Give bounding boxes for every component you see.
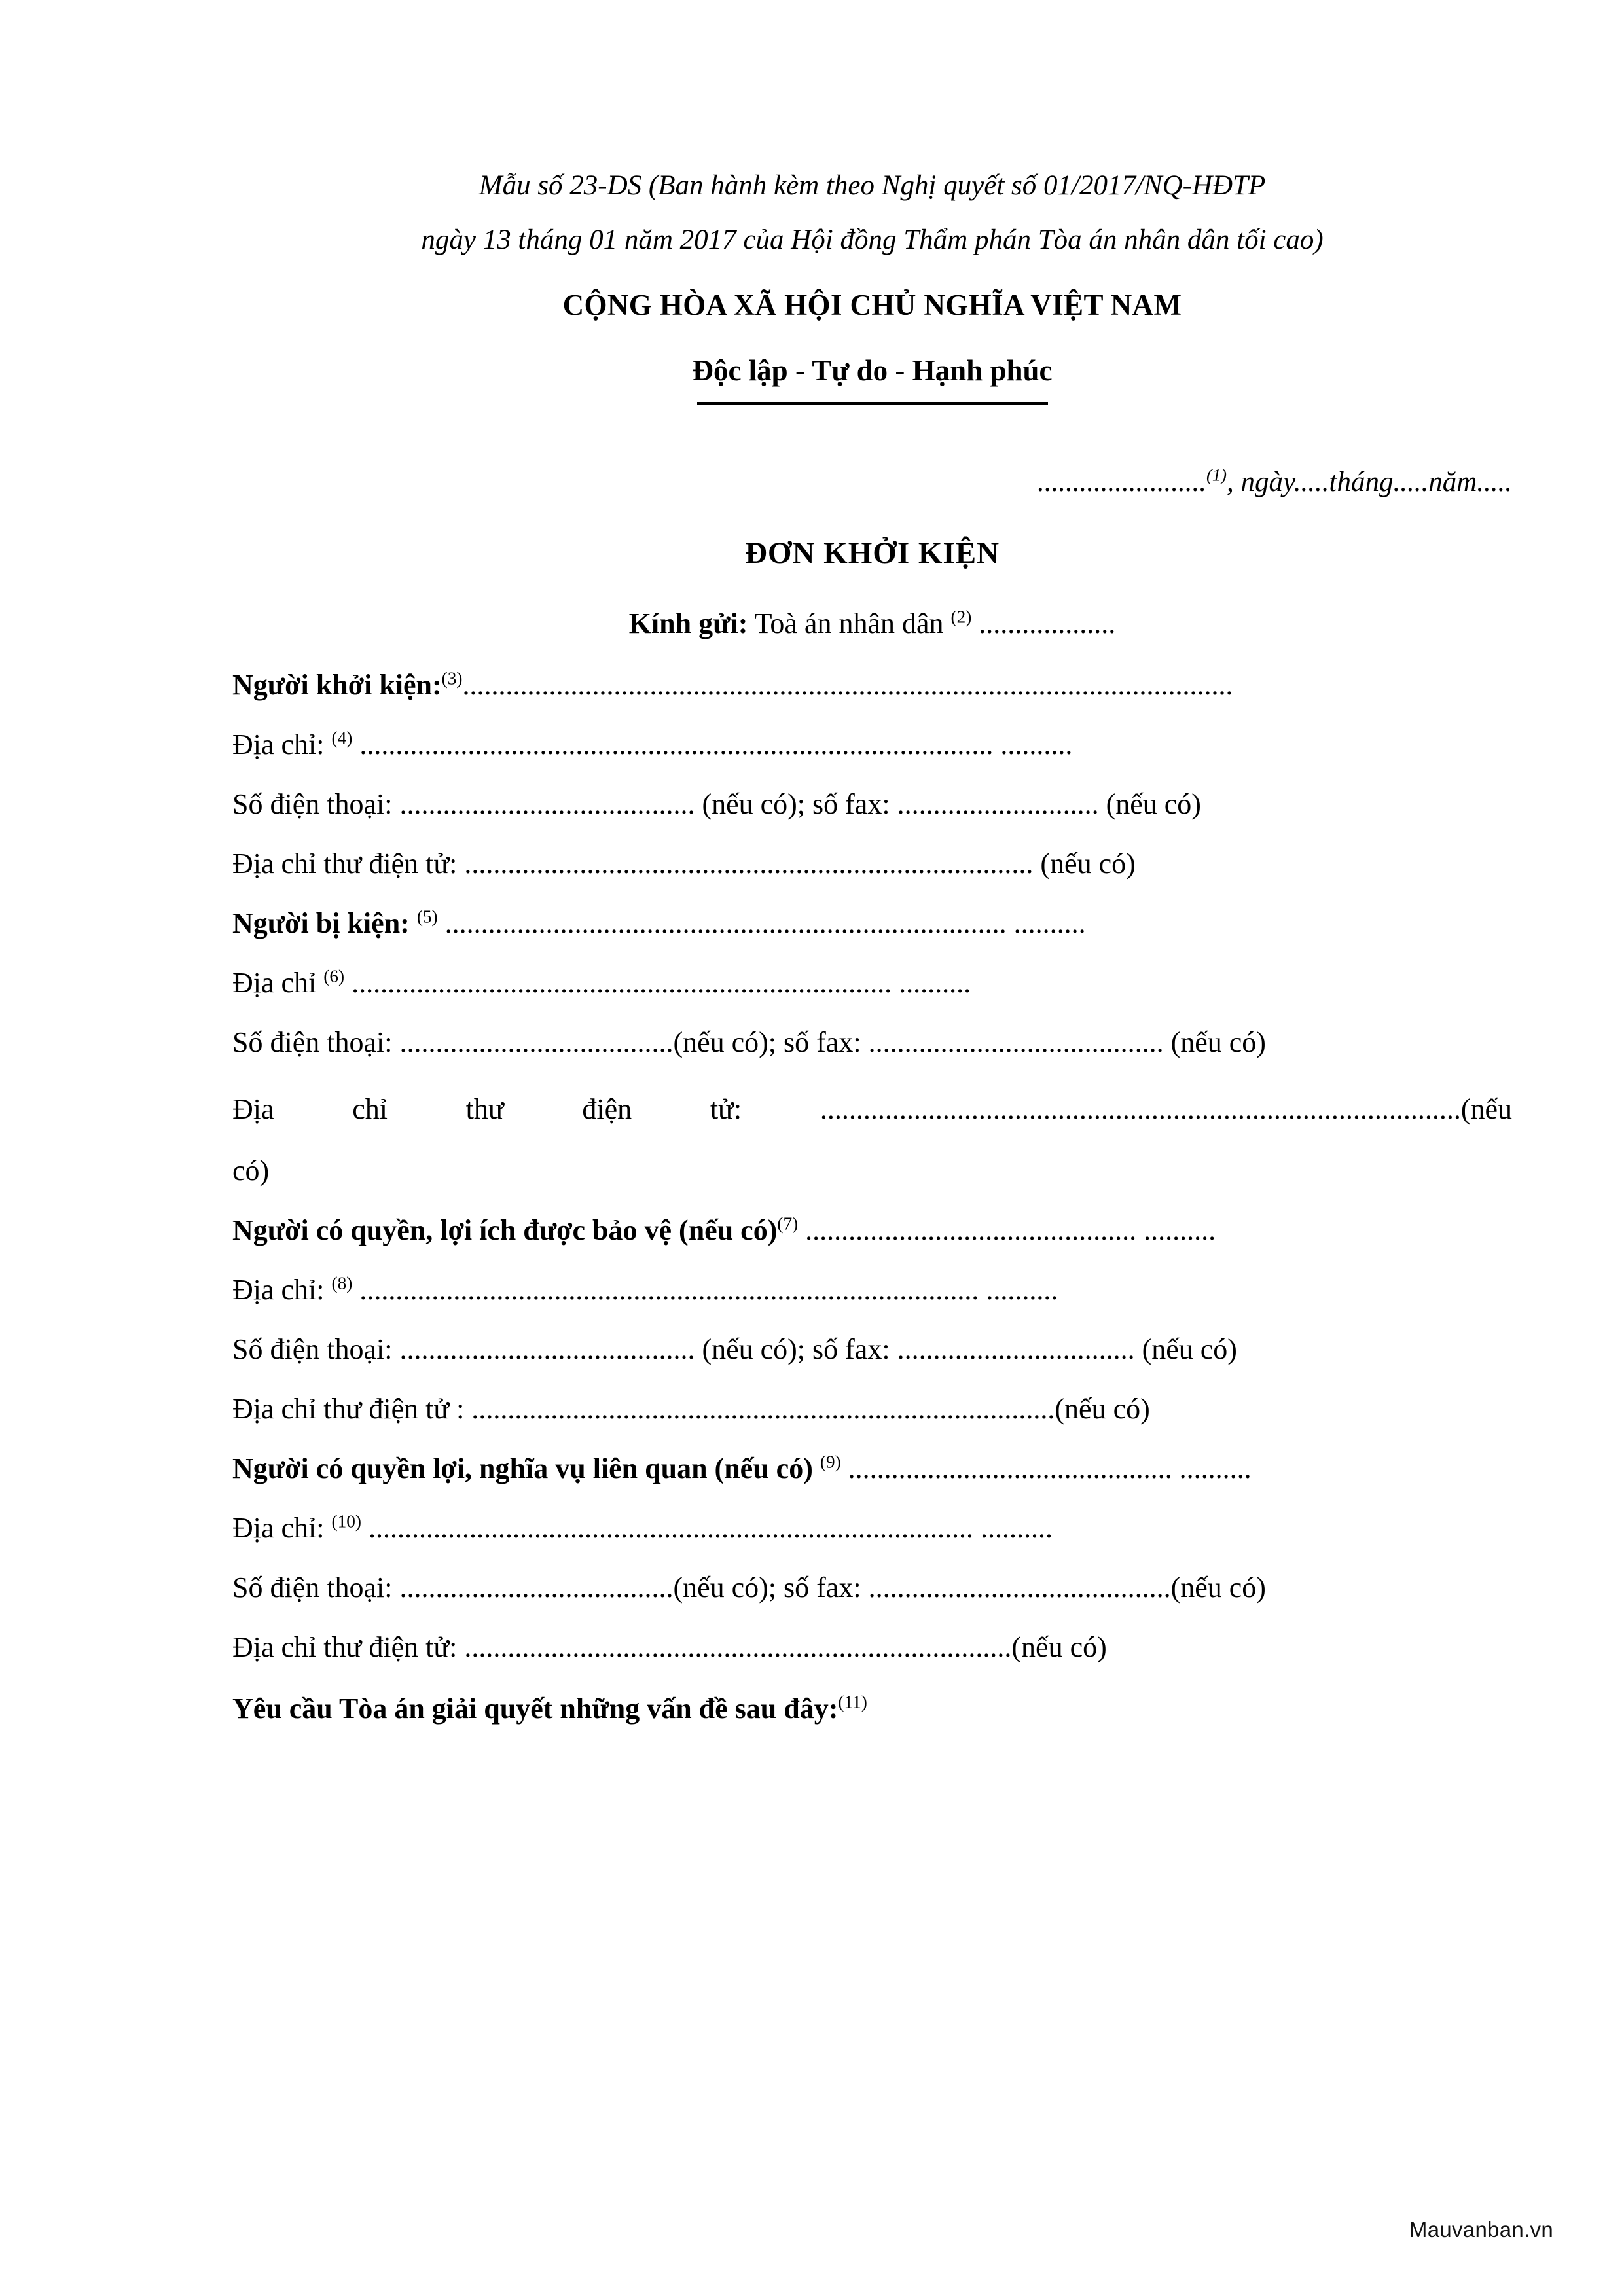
field-defendant-phone-dots: ...................................... [399, 1026, 674, 1058]
field-protected-fax-dots: ................................. [897, 1333, 1135, 1365]
field-related-person[interactable] [232, 1454, 1512, 1483]
field-related-fax-dots: .......................................... [868, 1571, 1171, 1604]
field-related-phone-dots: ...................................... [399, 1571, 674, 1604]
field-protected-address-dots: ...................................................................................... [359, 1273, 979, 1306]
field-plaintiff-email-dots: ............................................................................... [464, 848, 1034, 880]
field-protected-person-dots: .............................................. [805, 1213, 1137, 1246]
field-related-person-dots: ............................................. [848, 1452, 1172, 1484]
field-protected-email[interactable] [232, 1392, 1512, 1425]
footnote-marker-2: (2) [950, 607, 972, 627]
field-defendant-trailing-dots: .......... [1013, 907, 1086, 939]
document-content [232, 0, 1512, 1723]
field-defendant-dots: .............................................................................. [444, 907, 1007, 939]
field-defendant-email[interactable] [232, 1088, 1512, 1132]
field-related-person-trailing-dots: .......... [1179, 1452, 1252, 1484]
field-related-phone[interactable] [232, 1573, 1512, 1602]
field-plaintiff[interactable] [232, 668, 1512, 701]
field-defendant-email-note-part1: (nếu [1460, 1093, 1513, 1125]
recipient-dots: ................... [979, 607, 1116, 639]
footnote-marker-7: (7) [777, 1213, 799, 1234]
field-protected-fax-note: (nếu có) [1142, 1333, 1237, 1365]
field-related-email[interactable] [232, 1630, 1512, 1663]
field-plaintiff-phone[interactable] [232, 790, 1512, 819]
field-plaintiff-email-label: Địa chỉ thư điện tử: [232, 848, 458, 880]
field-related-address-trailing-dots: .......... [980, 1511, 1053, 1544]
field-protected-person-label: Người có quyền, lợi ích được bảo vệ (nếu có) [232, 1213, 778, 1246]
field-defendant-address-dots: ........................................................................... [352, 967, 892, 999]
footnote-marker-4: (4) [331, 728, 353, 748]
footnote-marker-6: (6) [323, 966, 345, 986]
field-plaintiff-phone-note: (nếu có); số fax: [702, 788, 890, 820]
field-related-email-note: (nếu có) [1011, 1630, 1107, 1663]
field-defendant-email-dots: ......................................................................................... [820, 1093, 1461, 1125]
field-protected-email-dots: ................................................................................. [471, 1392, 1055, 1425]
field-defendant-address[interactable] [232, 966, 1512, 999]
field-request-label: Yêu cầu Tòa án giải quyết những vấn đề sau đây: [232, 1692, 839, 1725]
date-text: , ngày.....tháng.....năm..... [1227, 467, 1512, 497]
field-protected-address-trailing-dots: .......... [986, 1273, 1058, 1306]
field-defendant-phone[interactable] [232, 1028, 1512, 1057]
place-dots: ........................ [1037, 467, 1206, 497]
field-related-address-dots: .................................................................................... [368, 1511, 973, 1544]
field-protected-phone-note: (nếu có); số fax: [702, 1333, 890, 1365]
field-protected-address[interactable] [232, 1273, 1512, 1306]
recipient-value: Toà án nhân dân [754, 607, 944, 639]
field-plaintiff-address-trailing-dots: .......... [1000, 728, 1073, 761]
national-motto: Độc lập - Tự do - Hạnh phúc [692, 354, 1053, 387]
field-plaintiff-address[interactable] [232, 730, 1512, 759]
field-plaintiff-email-note: (nếu có) [1040, 848, 1136, 880]
field-plaintiff-email[interactable] [232, 850, 1512, 878]
field-related-email-label: Địa chỉ thư điện tử: [232, 1630, 458, 1663]
footnote-marker-5: (5) [416, 906, 438, 927]
field-protected-person-trailing-dots: .......... [1144, 1213, 1216, 1246]
field-defendant-fax-dots: ......................................... [868, 1026, 1164, 1058]
field-defendant-email-label: Địa chỉ thư điện tử: [232, 1093, 742, 1125]
field-protected-person[interactable] [232, 1213, 1512, 1246]
field-plaintiff-phone-label: Số điện thoại: [232, 788, 393, 820]
footnote-marker-9: (9) [820, 1452, 841, 1472]
field-plaintiff-address-dots: ........................................................................................ [359, 728, 994, 761]
field-plaintiff-dots: ........................................................................................................... [462, 669, 1233, 701]
site-watermark: Mauvanban.vn [1409, 2217, 1553, 2242]
footnote-marker-3: (3) [441, 668, 463, 689]
form-reference-line-2: ngày 13 tháng 01 năm 2017 của Hội đồng Thẩm phán Tòa án nhân dân tối cao) [421, 224, 1324, 255]
field-defendant-fax-note: (nếu có) [1170, 1026, 1266, 1058]
field-defendant-phone-note: (nếu có); số fax: [673, 1026, 861, 1058]
field-protected-email-label: Địa chỉ thư điện tử : [232, 1392, 465, 1425]
recipient-line [232, 607, 1512, 640]
field-plaintiff-fax-dots: ............................ [897, 788, 1099, 820]
field-protected-phone[interactable] [232, 1335, 1512, 1364]
footnote-marker-11: (11) [838, 1692, 867, 1712]
field-related-fax-note: (nếu có) [1170, 1571, 1266, 1604]
national-title: CỘNG HÒA XÃ HỘI CHỦ NGHĨA VIỆT NAM [562, 289, 1182, 321]
field-defendant-label: Người bị kiện: [232, 907, 410, 939]
field-related-address[interactable] [232, 1511, 1512, 1544]
footnote-marker-8: (8) [331, 1273, 353, 1293]
field-defendant-address-trailing-dots: .......... [899, 967, 971, 999]
field-defendant-address-label: Địa chỉ [232, 967, 317, 999]
field-plaintiff-phone-dots: ......................................... [399, 788, 695, 820]
field-plaintiff-fax-note: (nếu có) [1106, 788, 1201, 820]
field-related-person-label: Người có quyền lợi, nghĩa vụ liên quan (nếu có) [232, 1452, 813, 1484]
field-related-phone-label: Số điện thoại: [232, 1571, 393, 1604]
field-defendant-email-continuation [232, 1154, 1512, 1187]
field-protected-phone-dots: ......................................... [399, 1333, 695, 1365]
field-related-address-label: Địa chỉ: [232, 1511, 325, 1544]
footnote-marker-10: (10) [331, 1511, 361, 1532]
field-related-email-dots: ............................................................................ [464, 1630, 1012, 1663]
page-title: ĐƠN KHỞI KIỆN [744, 536, 1000, 570]
place-date-line [232, 466, 1512, 498]
field-request-heading [232, 1692, 1512, 1725]
field-defendant-email-note-part2: có) [232, 1154, 270, 1187]
field-protected-email-note: (nếu có) [1055, 1392, 1150, 1425]
field-protected-phone-label: Số điện thoại: [232, 1333, 393, 1365]
field-related-phone-note: (nếu có); số fax: [673, 1571, 861, 1604]
recipient-label: Kính gửi: [628, 607, 748, 639]
field-plaintiff-address-label: Địa chỉ: [232, 728, 325, 761]
field-protected-address-label: Địa chỉ: [232, 1273, 325, 1306]
footnote-marker-1: (1) [1206, 465, 1227, 485]
motto-divider [697, 402, 1048, 405]
field-plaintiff-label: Người khởi kiện: [232, 669, 442, 701]
form-reference-line-1: Mẫu số 23-DS (Ban hành kèm theo Nghị quyết số 01/2017/NQ-HĐTP [478, 170, 1266, 201]
field-defendant-phone-label: Số điện thoại: [232, 1026, 393, 1058]
field-defendant[interactable] [232, 906, 1512, 939]
